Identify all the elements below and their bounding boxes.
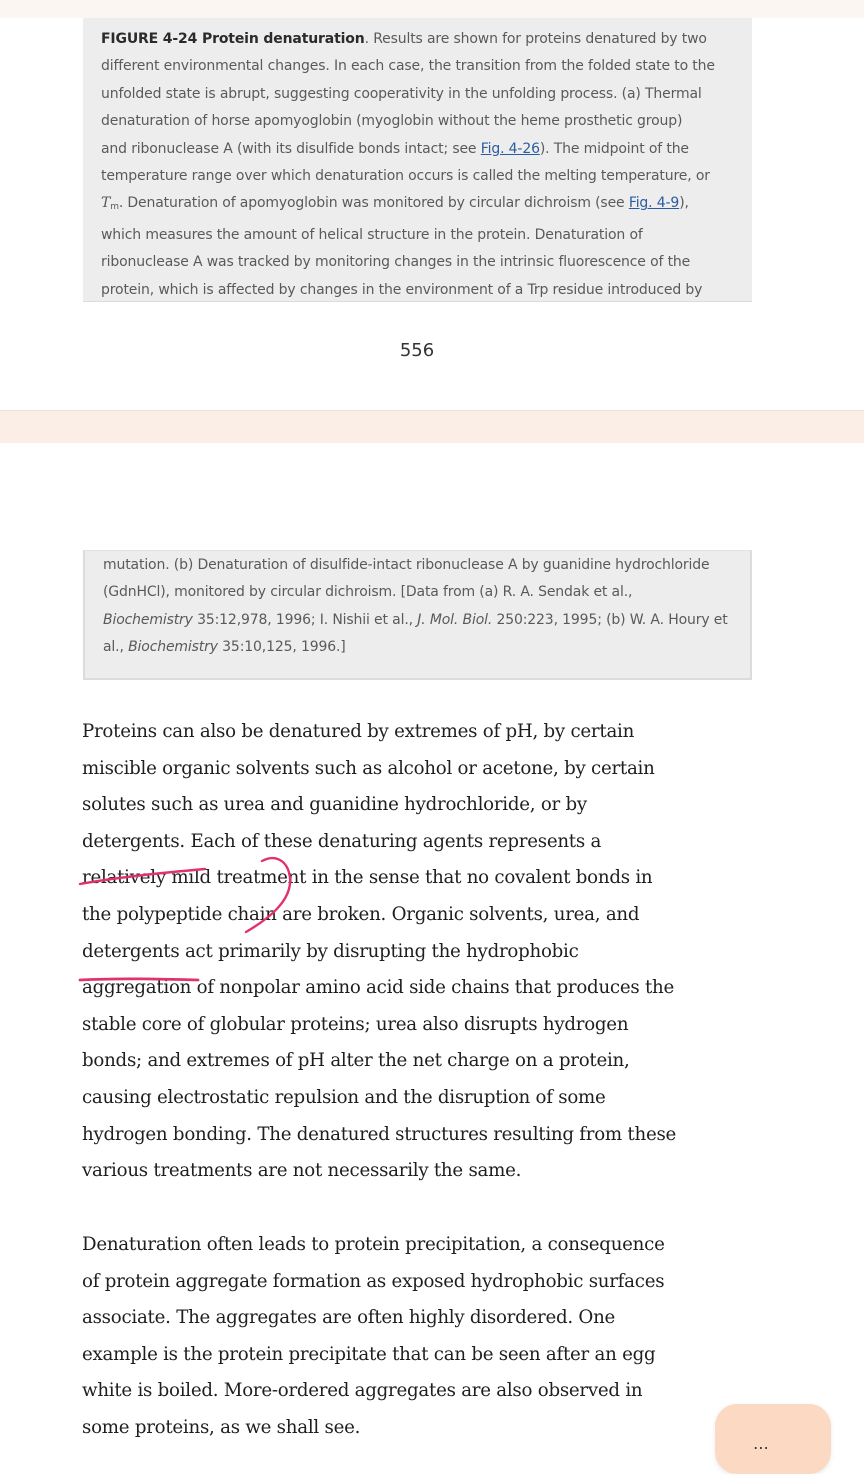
caption-text: al., [103, 639, 129, 656]
figure-caption-top [83, 18, 752, 302]
journal-name: Biochemistry [128, 639, 218, 656]
caption-text: temperature range over which denaturation occurs is called the melting temperature, or [101, 168, 710, 185]
text-line: aggregation of nonpolar amino acid side chains that produces the [82, 977, 675, 999]
caption-text: protein, which is affected by changes in the environment of a Trp residue introduced by [101, 281, 703, 298]
body-paragraph-1[interactable] [82, 714, 772, 1190]
text-line: detergents. Each of these denaturing agents represents a [82, 830, 602, 852]
caption-line [103, 607, 732, 634]
symbol-subscript: m [110, 202, 119, 213]
caption-text: ribonuclease A was tracked by monitoring changes in the intrinsic fluorescence of the [101, 254, 691, 271]
text-line: various treatments are not necessarily the same. [82, 1160, 522, 1182]
journal-name: J. Mol. Biol. [417, 611, 493, 628]
caption-line [103, 579, 732, 606]
page-number: 556 [399, 340, 435, 361]
text-line: bonds; and extremes of pH alter the net charge on a protein, [82, 1050, 630, 1072]
caption-text: denaturation of horse apomyoglobin (myoglobin without the heme prosthetic group) [101, 113, 683, 130]
text-line: some proteins, as we shall see. [82, 1416, 361, 1438]
text-line: white is boiled. More-ordered aggregates are also observed in [82, 1380, 643, 1402]
text-line: of protein aggregate formation as exposed hydrophobic surfaces [82, 1270, 665, 1292]
caption-line [101, 249, 734, 276]
caption-line [103, 634, 732, 661]
caption-text: 35:10,125, 1996.] [217, 639, 346, 656]
figure-label: FIGURE 4-24 Protein denaturation [101, 31, 365, 47]
caption-text: mutation. (b) Denaturation of disulfide-intact ribonuclease A by guanidine hydrochloride [103, 557, 710, 573]
text-line: relatively mild treatment in the sense that no covalent bonds in [82, 867, 653, 889]
caption-text: ), [679, 195, 689, 212]
caption-text: 35:12,978, 1996; I. Nishii et al., [192, 611, 418, 628]
page-separator [0, 410, 864, 443]
caption-line [101, 222, 734, 249]
top-page-edge [0, 0, 864, 18]
text-line: associate. The aggregates are often highly disordered. One [82, 1307, 616, 1329]
body-paragraph-2[interactable] [82, 1227, 772, 1447]
text-line: example is the protein precipitate that can be seen after an egg [82, 1343, 656, 1365]
caption-text: and ribonuclease A (with its disulfide bonds intact; see [101, 140, 481, 157]
caption-text: unfolded state is abrupt, suggesting cooperativity in the unfolding process. (a) Thermal [101, 85, 702, 102]
caption-text: . Results are shown for proteins denatured by two [364, 31, 707, 47]
caption-line [101, 53, 734, 80]
caption-line [101, 136, 734, 163]
caption-line [101, 26, 734, 53]
text-line: the polypeptide chain are broken. Organic solvents, urea, and [82, 903, 640, 925]
text-line: causing electrostatic repulsion and the disruption of some [82, 1086, 606, 1108]
melting-temperature-symbol: T [101, 195, 111, 212]
caption-text: (GdnHCl), monitored by circular dichroism. [Data from (a) R. A. Sendak et al., [103, 584, 633, 601]
figure-link[interactable]: Fig. 4-26 [480, 140, 540, 157]
caption-text: different environmental changes. In each case, the transition from the folded state to the [101, 58, 715, 75]
figure-link[interactable]: Fig. 4-9 [628, 195, 680, 212]
caption-text: ). The midpoint of the [539, 140, 689, 157]
text-line: solutes such as urea and guanidine hydrochloride, or by [82, 794, 587, 816]
caption-text: 250:223, 1995; (b) W. A. Houry et [492, 611, 728, 628]
caption-line [103, 552, 732, 579]
caption-text: . Denaturation of apomyoglobin was monitored by circular dichroism (see [118, 195, 629, 212]
caption-line [101, 163, 734, 190]
caption-line [101, 277, 734, 304]
text-line: miscible organic solvents such as alcohol or acetone, by certain [82, 757, 655, 779]
floating-menu-button[interactable] [715, 1404, 831, 1474]
caption-line [101, 81, 734, 108]
journal-name: Biochemistry [103, 611, 193, 628]
caption-text: which measures the amount of helical structure in the protein. Denaturation of [101, 226, 643, 243]
text-line: Denaturation often leads to protein precipitation, a consequence [82, 1234, 665, 1255]
figure-caption-continued [83, 550, 752, 680]
text-line: Proteins can also be denatured by extremes of pH, by certain [82, 721, 635, 742]
text-line: stable core of globular proteins; urea also disrupts hydrogen [82, 1013, 629, 1035]
text-line: hydrogen bonding. The denatured structures resulting from these [82, 1123, 677, 1145]
caption-line [101, 108, 734, 135]
text-line: detergents act primarily by disrupting the hydrophobic [82, 940, 579, 962]
caption-line [101, 190, 734, 221]
more-icon: ⋯ [753, 1438, 769, 1457]
